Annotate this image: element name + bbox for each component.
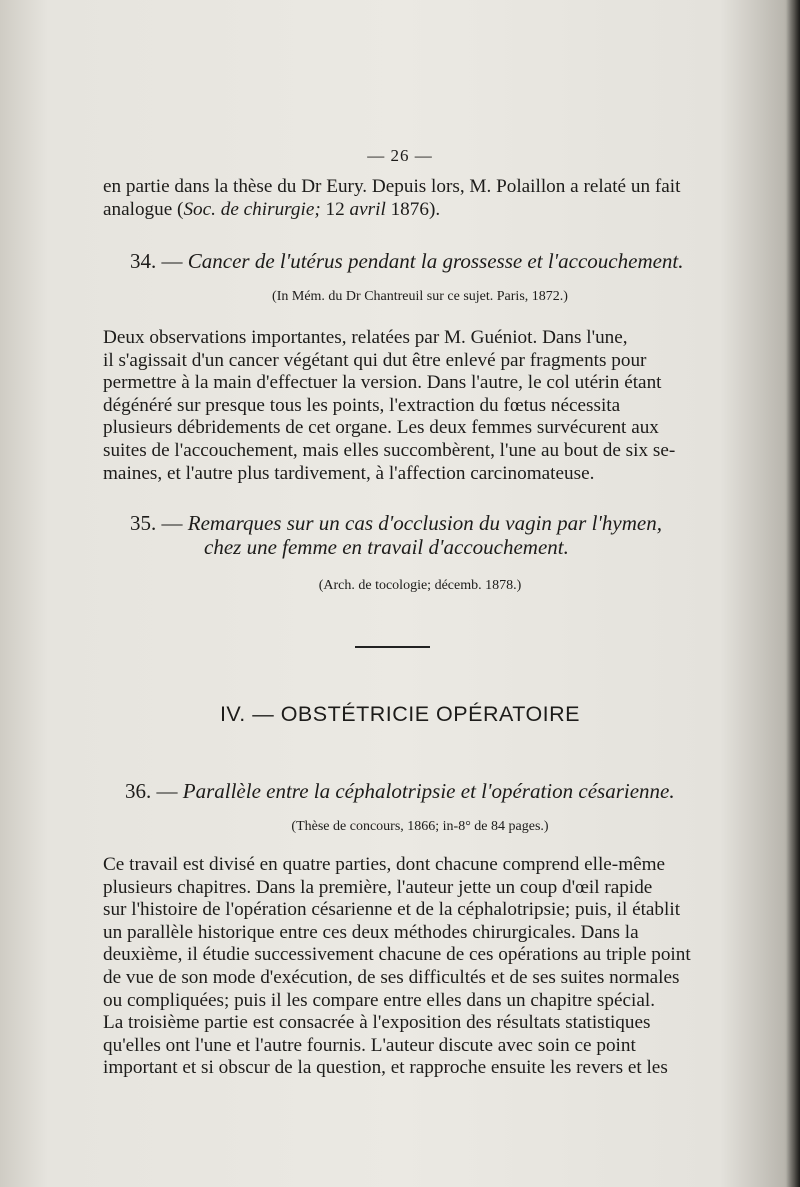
item-36-line: de vue de son mode d'exécution, de ses difficultés et de ses suites normales — [103, 966, 680, 988]
item-34-title — [130, 249, 710, 273]
section-divider — [355, 646, 430, 648]
item-34-line: plusieurs débridements de cet organe. Les deux femmes survécurent aux — [103, 417, 659, 439]
item-34-line: maines, et l'autre plus tardivement, à l'affection carcinomateuse. — [103, 462, 595, 484]
item-34-line: il s'agissait d'un cancer végétant qui dut être enlevé par fragments pour — [103, 349, 647, 371]
item-36-line: plusieurs chapitres. Dans la première, l'auteur jette un coup d'œil rapide — [103, 876, 653, 898]
item-36-citation: (Thèse de concours, 1866; in-8° de 84 pages.) — [291, 819, 549, 834]
intro-line-1: en partie dans la thèse du Dr Eury. Depuis lors, M. Polaillon a relaté un fait — [103, 176, 681, 197]
item-35-title-line-2: chez une femme en travail d'accouchement. — [204, 535, 569, 559]
item-36-title-text: Parallèle entre la céphalotripsie et l'opération césarienne. — [182, 779, 675, 803]
intro-paragraph — [103, 176, 708, 221]
item-34-citation: (In Mém. du Dr Chantreuil sur ce sujet. Paris, 1872.) — [272, 289, 568, 304]
page-number: — 26 — — [367, 146, 433, 165]
item-36-line: Ce travail est divisé en quatre parties, dont chacune comprend elle-même — [103, 854, 666, 875]
item-35-title — [130, 511, 710, 559]
item-36-paragraph — [103, 854, 708, 1080]
item-34-line: Deux observations importantes, relatées par M. Guéniot. Dans l'une, — [103, 327, 628, 348]
intro-line-2: analogue (Soc. de chirurgie; 12 avril 1876). — [103, 198, 441, 220]
item-35-number: 35. — — [130, 511, 183, 535]
item-36-line: qu'elles ont l'une et l'autre fournis. L'auteur discute avec soin ce point — [103, 1034, 636, 1056]
item-34-paragraph — [103, 327, 708, 485]
item-34-line: permettre à la main d'effectuer la version. Dans l'autre, le col utérin étant — [103, 372, 662, 394]
item-35-citation: (Arch. de tocologie; décemb. 1878.) — [318, 578, 522, 593]
item-34-line: suites de l'accouchement, mais elles succombèrent, l'une au bout de six se- — [103, 439, 676, 461]
item-34-number: 34. — — [130, 249, 183, 273]
section-heading: IV. — OBSTÉTRICIE OPÉRATOIRE — [219, 702, 581, 726]
item-36-line: deuxième, il étudie successivement chacune de ces opérations au triple point — [103, 944, 691, 966]
item-36-line: un parallèle historique entre ces deux méthodes chirurgicales. Dans la — [103, 921, 639, 943]
item-36-number: 36. — — [125, 779, 178, 803]
item-36-title — [125, 779, 710, 803]
item-36-line: important et si obscur de la question, et rapproche ensuite les revers et les — [103, 1057, 668, 1079]
item-36-line: sur l'histoire de l'opération césarienne et de la céphalotripsie; puis, il établit — [103, 899, 681, 921]
item-35-title-line-1: Remarques sur un cas d'occlusion du vagin par l'hymen, — [187, 511, 662, 535]
item-36-line: ou compliquées; puis il les compare entre elles dans un chapitre spécial. — [103, 989, 655, 1011]
item-36-line: La troisième partie est consacrée à l'exposition des résultats statistiques — [103, 1012, 651, 1034]
book-spine-shadow — [786, 0, 800, 1187]
item-34-line: dégénéré sur presque tous les points, l'extraction du fœtus nécessita — [103, 394, 621, 416]
item-34-title-text: Cancer de l'utérus pendant la grossesse et l'accouchement. — [187, 249, 684, 273]
